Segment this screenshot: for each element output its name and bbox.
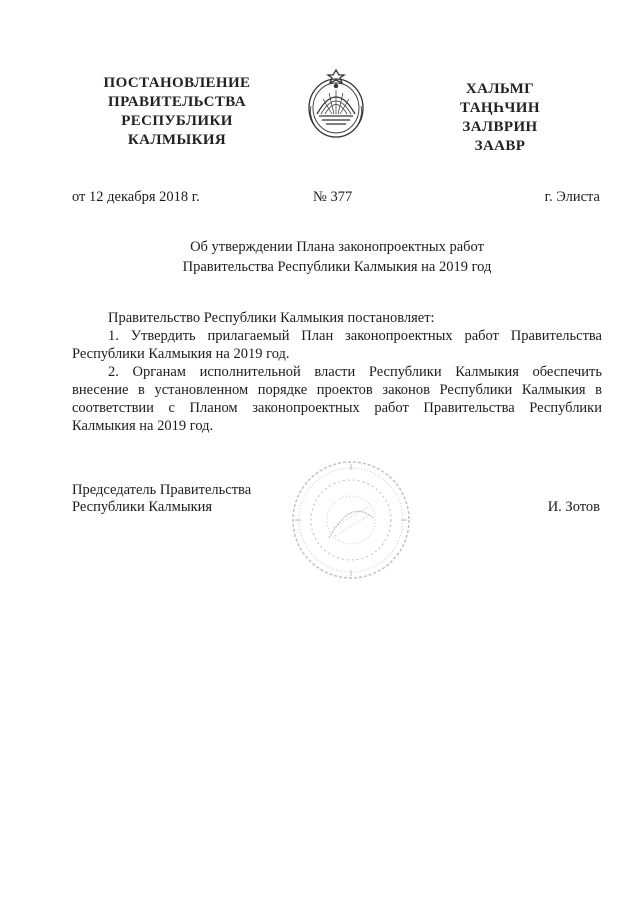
issuer-line: ЗАЛВРИН xyxy=(462,119,538,135)
issuer-line: ПРАВИТЕЛЬСТВА xyxy=(108,94,246,110)
paragraph-1-line: Республики Калмыкия на 2019 год. xyxy=(72,346,290,362)
signatory-name: И. Зотов xyxy=(547,499,600,515)
document-city: г. Элиста xyxy=(544,189,600,205)
signatory-position-line: Республики Калмыкия xyxy=(72,499,213,515)
document-title-line: Об утверждении Плана законопроектных работ xyxy=(190,239,484,255)
paragraph-1-line: 1. Утвердить прилагаемый План законопроектных работ Правительства xyxy=(108,328,602,344)
issuer-line: ТАҢҺЧИН xyxy=(460,100,540,116)
paragraph-2-line: Калмыкия на 2019 год. xyxy=(72,418,214,434)
paragraph-2-line: 2. Органам исполнительной власти Республики Калмыкия обеспечить xyxy=(108,364,602,380)
seal-stamp-icon xyxy=(289,458,413,582)
issuer-line: ПОСТАНОВЛЕНИЕ xyxy=(103,75,251,91)
issuer-line: ХАЛЬМГ xyxy=(465,81,535,97)
document-date: от 12 декабря 2018 г. xyxy=(72,189,200,205)
document-title-line: Правительства Республики Калмыкия на 2019 год xyxy=(182,259,492,275)
issuer-title-russian xyxy=(97,74,257,150)
issuer-line: ЗААВР xyxy=(474,138,526,154)
issuer-line: РЕСПУБЛИКИ xyxy=(121,113,233,129)
signatory-position-line: Председатель Правительства xyxy=(72,482,252,498)
emblem-icon xyxy=(305,66,367,140)
paragraph-2-line: соответствии с Планом законопроектных работ Правительства Республики xyxy=(72,400,602,416)
issuer-line: КАЛМЫКИЯ xyxy=(127,132,227,148)
preamble: Правительство Республики Калмыкия постановляет: xyxy=(108,310,435,326)
issuer-title-kalmyk xyxy=(425,80,575,156)
paragraph-2-line: внесение в установленном порядке проектов законов Республики Калмыкия в xyxy=(72,382,602,398)
document-number: № 377 xyxy=(313,189,353,205)
